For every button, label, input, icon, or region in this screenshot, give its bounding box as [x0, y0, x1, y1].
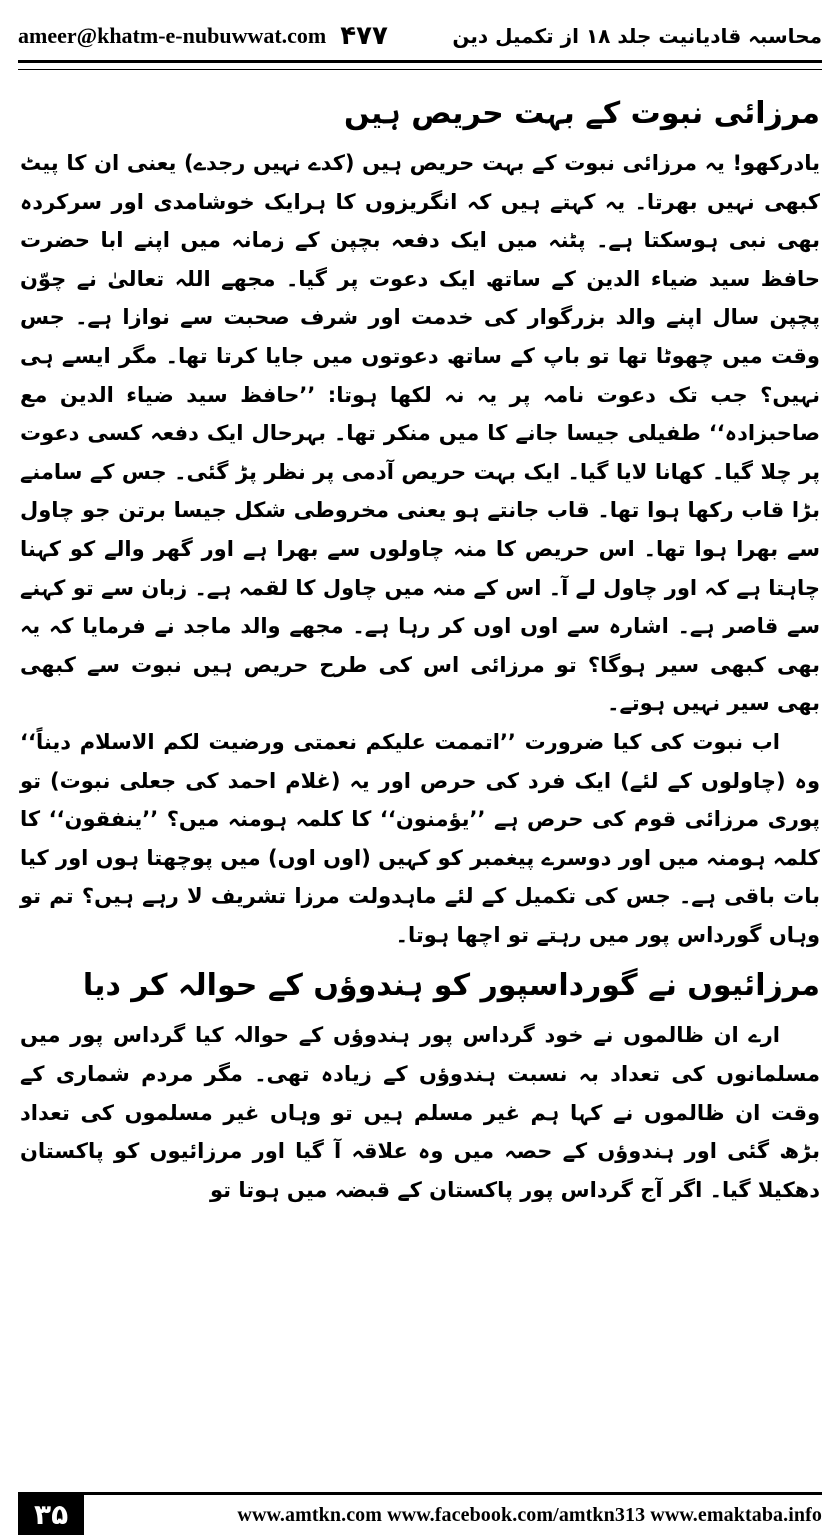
header-left: [18, 21, 388, 51]
section-heading-1: مرزائی نبوت کے بہت حریص ہیں: [343, 96, 820, 131]
header-page-number: ۴۷۷: [340, 21, 388, 51]
paragraph-1: یادرکھو! یہ مرزائی نبوت کے بہت حریص ہیں (کدے نہیں رجدے) یعنی ان کا پیٹ کبھی نہیں بھرتا۔ یہ کہتے ہیں کہ انگریزوں کا ہرایک خوشامدی اور سرکردہ بھی نبی ہوسکتا ہے۔ پٹنہ میں ایک دفعہ بچپن کے زمانہ میں اپنے ابا حضرت حافظ سید ضیاء الدین کے ساتھ ایک دعوت پر گیا۔ مجھے اللہ تعالیٰ نے چوّن پچپن سال اپنے والد بزرگوار کی خدمت اور شرف صحبت سے نوازا ہے۔ جس وقت میں چھوٹا تھا تو باپ کے ساتھ دعوتوں میں جایا کرتا تھا۔ مگر ایسے ہی نہیں؟ جب تک دعوت نامہ پر یہ نہ لکھا ہوتا: ’’حافظ سید ضیاء الدین مع صاحبزادہ‘‘ طفیلی جیسا جانے کا میں منکر تھا۔ بہرحال ایک دفعہ کسی دعوت پر چلا گیا۔ کھانا لایا گیا۔ ایک بہت حریص آدمی پر نظر پڑ گئی۔ جس کے سامنے بڑا قاب رکھا ہوا تھا۔ قاب جانتے ہو یعنی مخروطی شکل جیسا برتن جو چاول سے بھرا ہوا تھا۔ اس حریص کا منہ چاولوں سے بھرا ہے اور گھر والے کو کہنا چاہتا ہے کہ اور چاول لے آ۔ اس کے منہ میں چاول کا لقمہ ہے۔ زبان سے تو کہنے سے قاصر ہے۔ اشارہ سے اوں اوں کر رہا ہے۔ مجھے والد ماجد نے فرمایا کہ یہ بھی کبھی سیر ہوگا؟ تو مرزائی اس کی طرح حریص ہیں نبوت سے کبھی بھی سیر نہیں ہوتے۔: [20, 151, 820, 716]
footer-urls: www.amtkn.com www.facebook.com/amtkn313 www.emaktaba.info: [237, 1503, 822, 1526]
header-email: ameer@khatm-e-nubuwwat.com: [18, 23, 327, 48]
paragraph-2: اب نبوت کی کیا ضرورت ’’اتممت علیکم نعمتی ورضیت لکم الاسلام دیناً‘‘ وہ (چاولوں کے لئے) ایک فرد کی حرص اور یہ (غلام احمد کی جعلی نبوت) تو پوری مرزائی قوم کی حرص ہے ’’یؤمنون‘‘ کا کلمہ ہومنہ میں؟ ’’ینفقون‘‘ کا کلمہ ہومنہ میں اور دوسرے پیغمبر کو کہیں (اوں اوں) میں پوچھتا ہوں اور کیا بات باقی ہے۔ جس کی تکمیل کے لئے ماہدولت مرزا تشریف لا رہے ہیں؟ تم تو وہاں گورداس پور میں رہتے تو اچھا ہوتا۔: [20, 729, 820, 947]
header-divider: [18, 60, 822, 70]
section-heading-2: مرزائیوں نے گورداسپور کو ہندوؤں کے حوالہ کر دیا: [82, 968, 820, 1004]
page-content: [20, 88, 820, 1209]
book-title: محاسبہ قادیانیت جلد ۱۸ از تکمیل دین: [452, 24, 822, 48]
paragraph-3: ارے ان ظالموں نے خود گرداس پور ہندوؤں کے حوالہ کیا گرداس پور میں مسلمانوں کی تعداد بہ نسبت ہندوؤں کے زیادہ تھی۔ مگر مردم شماری کے وقت ان ظالموں نے کہا ہم غیر مسلم ہیں تو وہاں غیر مسلموں کی تعداد بڑھ گئی اور ہندوؤں کے حصہ میں وہ علاقہ آ گیا اور مرزائیوں کو پاکستان دھکیلا گیا۔ اگر آج گرداس پور پاکستان کے قبضہ میں ہوتا تو: [20, 1023, 820, 1202]
page-header: [18, 18, 822, 54]
footer-page-number: ۳۵: [18, 1495, 84, 1535]
page-footer: [18, 1492, 822, 1535]
